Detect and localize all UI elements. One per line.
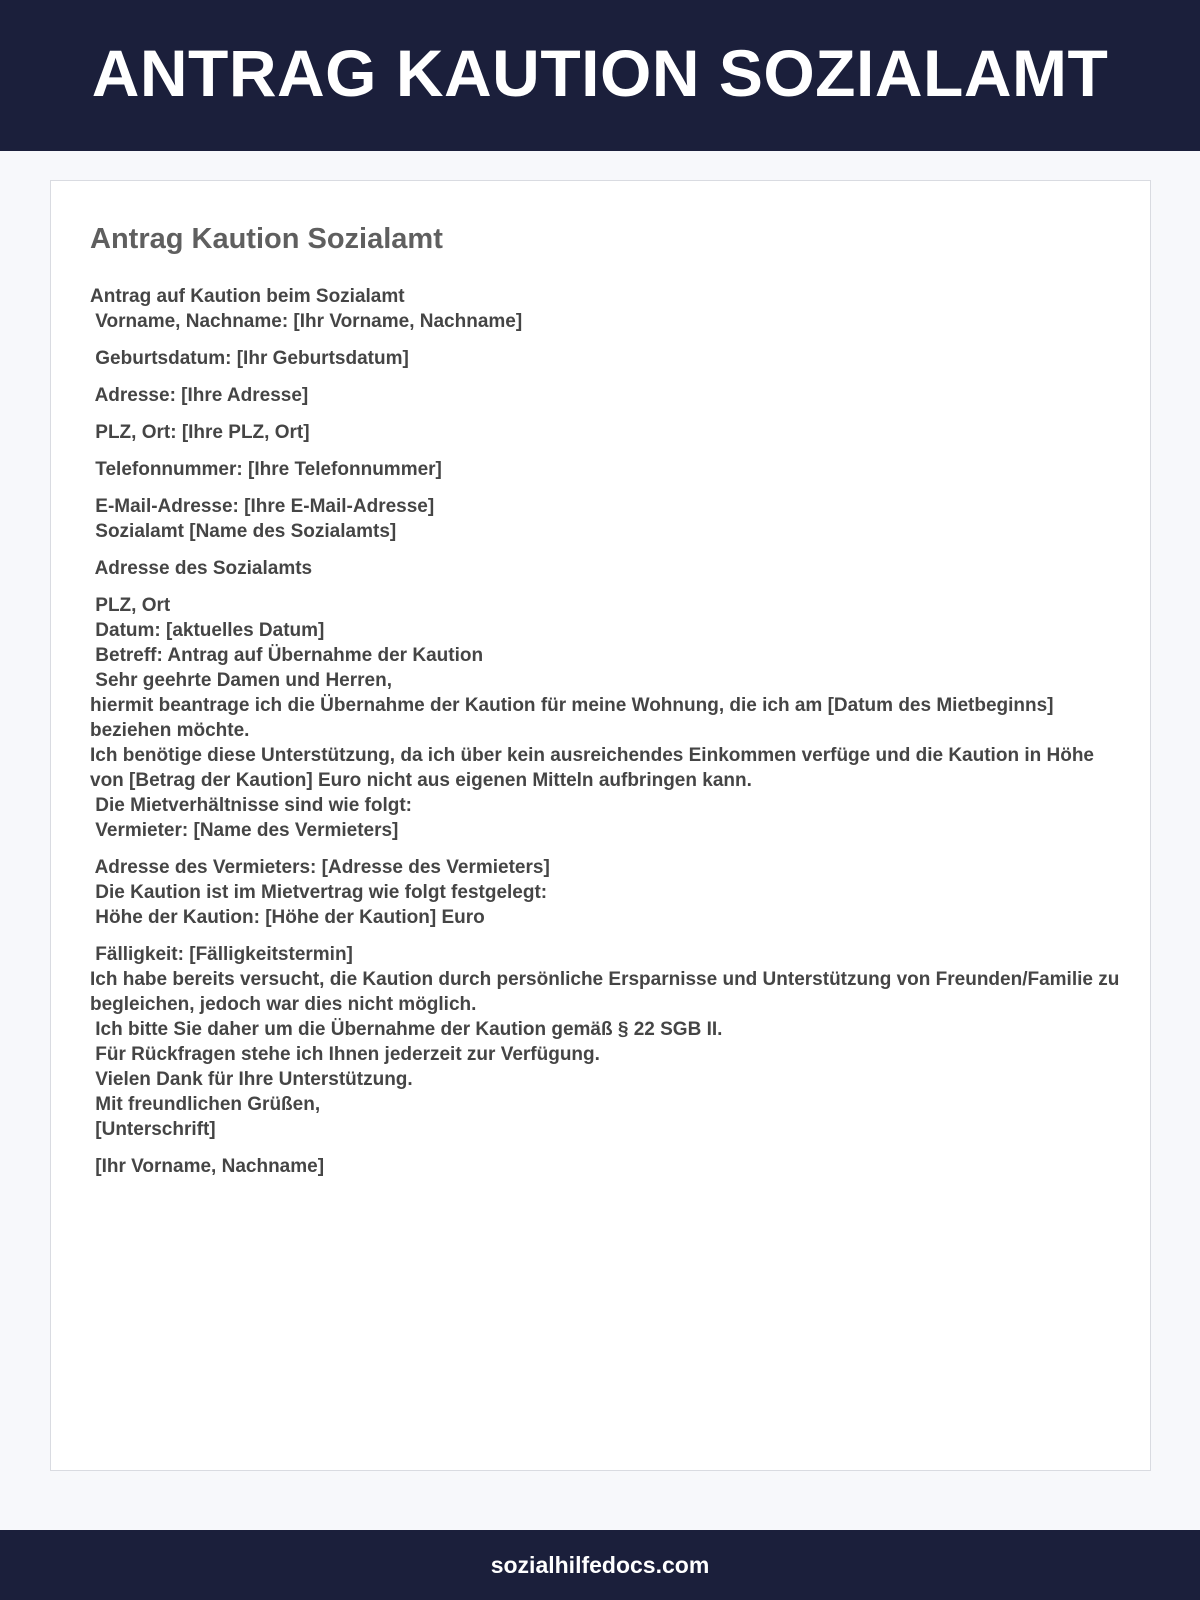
text-line: Vielen Dank für Ihre Unterstützung. — [90, 1069, 413, 1090]
text-line: Adresse: [Ihre Adresse] — [90, 385, 309, 406]
text-line: Telefonnummer: [Ihre Telefonnummer] — [90, 459, 442, 480]
text-line: PLZ, Ort: [Ihre PLZ, Ort] — [90, 422, 310, 443]
text-line: E-Mail-Adresse: [Ihre E-Mail-Adresse] — [90, 496, 435, 517]
text-paragraph: hiermit beantrage ich die Übernahme der Kaution für meine Wohnung, die ich am [Datum des Mietbeginns] beziehen möchte. — [90, 695, 1054, 741]
text-line: Geburtsdatum: [Ihr Geburtsdatum] — [90, 348, 409, 369]
document-title: Antrag Kaution Sozialamt — [90, 223, 443, 255]
page-header — [0, 0, 1200, 151]
text-line: Vermieter: [Name des Vermieters] — [90, 820, 399, 841]
text-line: Datum: [aktuelles Datum] — [90, 620, 325, 641]
text-line: Sozialamt [Name des Sozialamts] — [90, 521, 397, 542]
document-card — [50, 180, 1151, 1471]
text-line: Adresse des Sozialamts — [90, 558, 313, 579]
text-line: Mit freundlichen Grüßen, — [90, 1094, 321, 1115]
text-line: Sehr geehrte Damen und Herren, — [90, 670, 392, 691]
text-line: Vorname, Nachname: [Ihr Vorname, Nachname] — [90, 311, 523, 332]
text-line: Fälligkeit: [Fälligkeitstermin] — [90, 944, 353, 965]
text-paragraph: Ich habe bereits versucht, die Kaution durch persönliche Ersparnisse und Unterstützung von Freunden/Familie zu begleichen, jedoch war dies nicht möglich. — [90, 969, 1120, 1015]
page-banner-title: ANTRAG KAUTION SOZIALAMT — [91, 35, 1109, 110]
text-line: Antrag auf Kaution beim Sozialamt — [90, 286, 405, 307]
text-line: Für Rückfragen stehe ich Ihnen jederzeit zur Verfügung. — [90, 1044, 600, 1065]
text-line: Die Kaution ist im Mietvertrag wie folgt festgelegt: — [90, 882, 548, 903]
text-line: Adresse des Vermieters: [Adresse des Vermieters] — [90, 857, 550, 878]
text-line: [Unterschrift] — [90, 1119, 216, 1140]
footer-site-link[interactable]: sozialhilfedocs.com — [490, 1551, 710, 1578]
text-line: Betreff: Antrag auf Übernahme der Kaution — [90, 645, 484, 666]
document-body — [90, 284, 1120, 1179]
text-line: PLZ, Ort — [90, 595, 171, 616]
text-line: Ich bitte Sie daher um die Übernahme der Kaution gemäß § 22 SGB II. — [90, 1019, 723, 1040]
text-line: [Ihr Vorname, Nachname] — [90, 1156, 325, 1177]
text-paragraph: Ich benötige diese Unterstützung, da ich über kein ausreichendes Einkommen verfüge und die Kaution in Höhe von [Betrag der Kaution] Euro nicht aus eigenen Mitteln aufbringen kann. — [90, 745, 1094, 791]
text-line: Höhe der Kaution: [Höhe der Kaution] Euro — [90, 907, 485, 928]
page-footer — [0, 1530, 1200, 1600]
text-line: Die Mietverhältnisse sind wie folgt: — [90, 795, 413, 816]
